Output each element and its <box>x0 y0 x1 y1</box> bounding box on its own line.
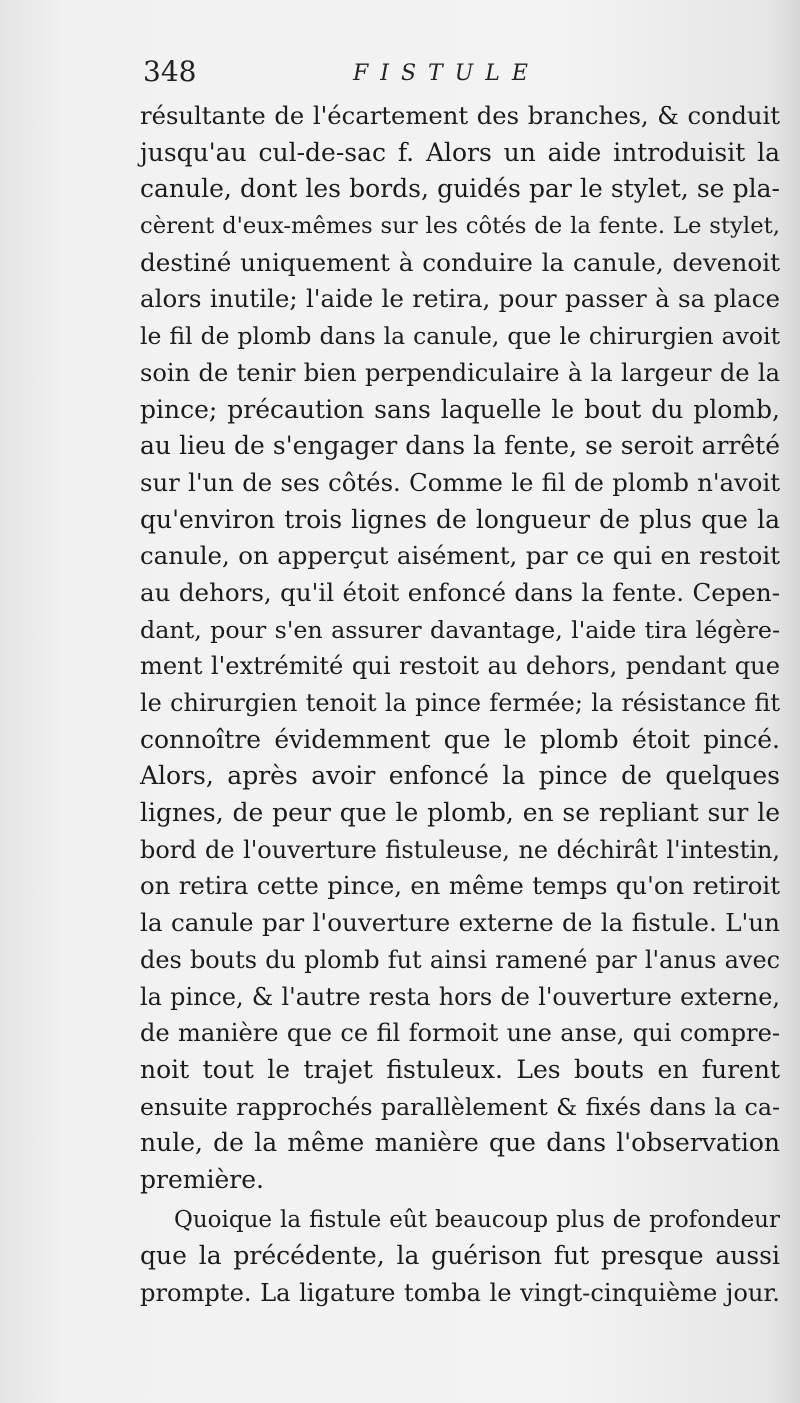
text-line: on retira cette pince, en même temps qu'on retiroit <box>140 871 780 901</box>
text-line: Quoique la fistule eût beaucoup plus de profondeur <box>174 1206 780 1233</box>
text-line: lignes, de peur que le plomb, en se repliant sur le <box>140 798 780 828</box>
text-line: Alors, après avoir enfoncé la pince de quelques <box>140 761 780 791</box>
text-line: que la précédente, la guérison fut presque aussi <box>140 1241 780 1271</box>
text-line: jusqu'au cul-de-sac f. Alors un aide introduisit la <box>140 137 780 167</box>
text-line: résultante de l'écartement des branches, & conduit <box>140 101 780 130</box>
text-line: noit tout le trajet fistuleux. Les bouts en furent <box>140 1054 780 1084</box>
running-head: FISTULE <box>353 61 540 86</box>
paragraph-1 <box>140 98 780 1199</box>
page-number: 348 <box>143 55 197 88</box>
text-line: canule, dont les bords, guidés par le stylet, se pla- <box>140 174 780 204</box>
text-line: le chirurgien tenoit la pince fermée; la résistance fit <box>140 689 780 717</box>
text-line: de manière que ce fil formoit une anse, qui compre- <box>140 1019 780 1048</box>
text-line: connoître évidemment que le plomb étoit pincé. <box>140 724 780 754</box>
text-line: prompte. La ligature tomba le vingt-cinquième jour. <box>140 1279 780 1307</box>
text-line: la pince, & l'autre resta hors de l'ouverture externe, <box>140 982 780 1011</box>
body-text <box>140 98 780 1312</box>
text-line: ensuite rapprochés parallèlement & fixés dans la ca- <box>140 1092 780 1121</box>
paragraph-2 <box>140 1202 780 1312</box>
text-line: le fil de plomb dans la canule, que le chirurgien avoit <box>140 322 780 351</box>
text-line: au lieu de s'engager dans la fente, se seroit arrêté <box>140 431 780 461</box>
text-line: dant, pour s'en assurer davantage, l'aide tira légère- <box>140 615 780 644</box>
text-line: première. <box>140 1164 264 1194</box>
text-line: au dehors, qu'il étoit enfoncé dans la fente. Cepen- <box>140 577 780 607</box>
text-line: sur l'un de ses côtés. Comme le fil de plomb n'avoit <box>140 467 780 497</box>
text-line: nule, de la même manière que dans l'observation <box>140 1128 780 1158</box>
text-line: ment l'extrémité qui restoit au dehors, pendant que <box>140 652 780 681</box>
text-line: destiné uniquement à conduire la canule, devenoit <box>140 247 780 277</box>
text-line: canule, on apperçut aisément, par ce qui en restoit <box>140 541 780 571</box>
text-line: soin de tenir bien perpendiculaire à la largeur de la <box>140 358 780 387</box>
text-line: bord de l'ouverture fistuleuse, ne déchirât l'intestin, <box>140 835 780 864</box>
text-line: qu'environ trois lignes de longueur de plus que la <box>140 504 780 534</box>
text-line: des bouts du plomb fut ainsi ramené par l'anus avec <box>140 945 780 974</box>
text-line: pince; précaution sans laquelle le bout du plomb, <box>140 394 780 424</box>
text-line: alors inutile; l'aide le retira, pour passer à sa place <box>140 284 780 314</box>
text-line: cèrent d'eux-mêmes sur les côtés de la fente. Le stylet, <box>140 213 780 240</box>
text-line: la canule par l'ouverture externe de la fistule. L'un <box>140 908 780 938</box>
page-header <box>143 56 783 88</box>
